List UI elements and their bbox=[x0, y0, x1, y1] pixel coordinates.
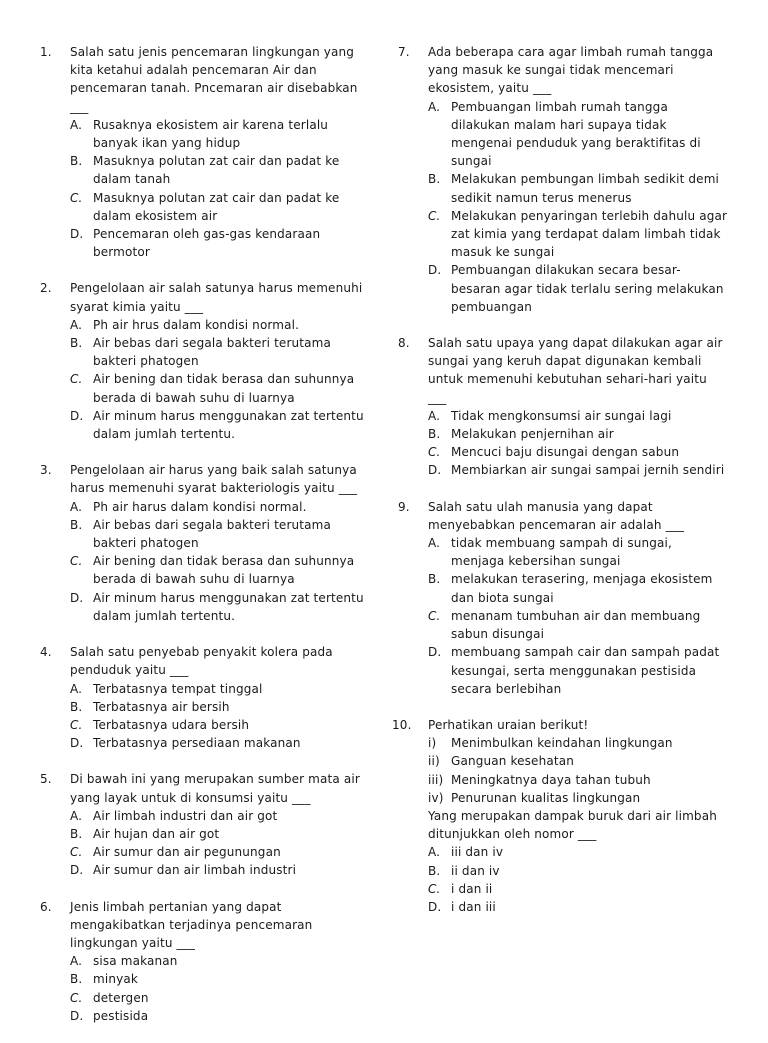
option-a[interactable] bbox=[428, 843, 728, 861]
option-text: Pembuangan limbah rumah tangga dilakukan malam hari supaya tidak mengenai penduduk yang beraktifitas di sungai bbox=[451, 99, 701, 169]
question-text: Salah satu jenis pencemaran lingkungan yang kita ketahui adalah pencemaran Air dan pencemaran tanah. Pncemaran air disebabkan ___ bbox=[70, 45, 358, 114]
question-number: 9. bbox=[398, 499, 410, 514]
option-text: Air hujan dan air got bbox=[93, 826, 220, 841]
options-list bbox=[70, 498, 370, 625]
option-d[interactable] bbox=[428, 461, 728, 479]
question-9 bbox=[398, 498, 728, 698]
option-text: iii dan iv bbox=[451, 845, 504, 860]
option-text: Air sumur dan air pegunungan bbox=[93, 845, 281, 860]
option-text: Air sumur dan air limbah industri bbox=[93, 863, 297, 878]
option-c[interactable] bbox=[70, 189, 370, 225]
option-c[interactable] bbox=[428, 207, 728, 262]
options-list bbox=[428, 843, 728, 916]
option-text: i dan iii bbox=[451, 899, 496, 914]
option-a[interactable] bbox=[428, 534, 728, 570]
option-b[interactable] bbox=[70, 698, 370, 716]
statement-number: iii) bbox=[428, 772, 444, 787]
option-letter: B. bbox=[70, 517, 83, 532]
statement-number: iv) bbox=[428, 790, 444, 805]
option-text: Tidak mengkonsumsi air sungai lagi bbox=[451, 408, 672, 423]
option-text: Terbatasnya persediaan makanan bbox=[93, 736, 301, 751]
question-text: Pengelolaan air harus yang baik salah satunya harus memenuhi syarat bakteriologis yaitu ___ bbox=[70, 463, 358, 496]
question-number: 2. bbox=[40, 281, 52, 296]
question-3 bbox=[40, 461, 370, 625]
question-prompt: Yang merupakan dampak buruk dari air limbah ditunjukkan oleh nomor ___ bbox=[428, 808, 717, 842]
option-letter: B. bbox=[70, 826, 83, 841]
statement-number: i) bbox=[428, 736, 437, 751]
option-text: minyak bbox=[93, 972, 138, 987]
option-letter: C. bbox=[428, 608, 441, 623]
option-letter: B. bbox=[70, 336, 83, 351]
option-text: menanam tumbuhan air dan membuang sabun disungai bbox=[451, 608, 701, 642]
question-number: 10. bbox=[392, 717, 412, 732]
option-a[interactable] bbox=[70, 498, 370, 516]
option-b[interactable] bbox=[428, 570, 728, 606]
question-text: Perhatikan uraian berikut! bbox=[428, 717, 589, 732]
option-text: pestisida bbox=[93, 1008, 149, 1023]
statement-text: Ganguan kesehatan bbox=[451, 754, 574, 769]
option-letter: B. bbox=[428, 172, 441, 187]
option-text: Pembuangan dilakukan secara besar-besaran agar tidak terlalu sering melakukan pembuangan bbox=[451, 263, 724, 314]
options-list bbox=[70, 316, 370, 443]
question-number: 7. bbox=[398, 45, 410, 59]
option-d[interactable] bbox=[428, 261, 728, 316]
option-b[interactable] bbox=[70, 825, 370, 843]
option-text: tidak membuang sampah di sungai, menjaga kebersihan sungai bbox=[451, 536, 672, 569]
statement-item bbox=[428, 752, 728, 770]
option-letter: D. bbox=[428, 899, 442, 914]
option-letter: A. bbox=[428, 99, 441, 114]
option-letter: B. bbox=[428, 572, 441, 587]
option-b[interactable] bbox=[428, 170, 728, 206]
option-letter: A. bbox=[428, 408, 441, 423]
question-6 bbox=[40, 898, 370, 1025]
option-c[interactable] bbox=[428, 880, 728, 898]
option-text: Melakukan penyaringan terlebih dahulu agar zat kimia yang terdapat dalam limbah tidak masuk ke sungai bbox=[451, 208, 728, 260]
option-letter: C. bbox=[70, 717, 83, 732]
option-text: Air bebas dari segala bakteri terutama bakteri phatogen bbox=[93, 517, 332, 551]
option-b[interactable] bbox=[70, 334, 370, 370]
option-text: Masuknya polutan zat cair dan padat ke dalam tanah bbox=[93, 154, 340, 187]
option-b[interactable] bbox=[70, 152, 370, 188]
question-text: Ada beberapa cara agar limbah rumah tangga yang masuk ke sungai tidak mencemari ekosistem, yaitu ___ bbox=[428, 45, 714, 96]
option-letter: C. bbox=[428, 208, 441, 223]
option-d[interactable] bbox=[70, 1007, 370, 1025]
option-letter: C. bbox=[70, 845, 83, 860]
option-b[interactable] bbox=[428, 862, 728, 880]
question-text: Di bawah ini yang merupakan sumber mata air yang layak untuk di konsumsi yaitu ___ bbox=[70, 772, 360, 805]
option-text: Air bening dan tidak berasa dan suhunnya berada di bawah suhu di luarnya bbox=[93, 554, 355, 587]
option-letter: B. bbox=[428, 427, 441, 442]
option-letter: A. bbox=[70, 954, 83, 969]
question-1 bbox=[40, 43, 370, 261]
option-letter: D. bbox=[428, 263, 442, 278]
option-d[interactable] bbox=[70, 734, 370, 752]
option-text: sisa makanan bbox=[93, 954, 178, 969]
option-a[interactable] bbox=[70, 316, 370, 334]
option-a[interactable] bbox=[70, 952, 370, 970]
option-letter: D. bbox=[70, 408, 84, 423]
option-text: Terbatasnya udara bersih bbox=[93, 717, 250, 732]
option-text: Masuknya polutan zat cair dan padat ke dalam ekosistem air bbox=[93, 190, 340, 223]
statement-text: Meningkatnya daya tahan tubuh bbox=[451, 772, 651, 787]
option-c[interactable] bbox=[70, 989, 370, 1007]
options-list bbox=[70, 952, 370, 1025]
option-c[interactable] bbox=[70, 843, 370, 861]
option-text: Melakukan pembungan limbah sedikit demi sedikit namun terus menerus bbox=[451, 172, 720, 205]
option-text: membuang sampah cair dan sampah padat kesungai, serta menggunakan pestisida secara berlebihan bbox=[451, 645, 720, 696]
statement-item bbox=[428, 789, 728, 807]
option-text: Air minum harus menggunakan zat tertentu dalam jumlah tertentu. bbox=[93, 408, 364, 442]
option-letter: D. bbox=[70, 1008, 84, 1023]
question-number: 5. bbox=[40, 772, 52, 787]
option-letter: A. bbox=[70, 117, 83, 132]
option-a[interactable] bbox=[70, 680, 370, 698]
option-letter: D. bbox=[70, 863, 84, 878]
option-letter: C. bbox=[70, 372, 83, 387]
option-text: ii dan iv bbox=[451, 863, 500, 878]
question-number: 3. bbox=[40, 463, 52, 478]
question-8 bbox=[398, 334, 728, 480]
option-d[interactable] bbox=[70, 589, 370, 625]
option-text: Air limbah industri dan air got bbox=[93, 808, 278, 823]
option-b[interactable] bbox=[70, 970, 370, 988]
option-text: Membiarkan air sungai sampai jernih sendiri bbox=[451, 463, 725, 478]
options-list bbox=[70, 680, 370, 753]
option-d[interactable] bbox=[70, 861, 370, 879]
options-list bbox=[70, 116, 370, 262]
option-letter: A. bbox=[70, 808, 83, 823]
question-number: 1. bbox=[40, 45, 52, 59]
option-letter: A. bbox=[428, 536, 441, 551]
right-column bbox=[392, 43, 728, 934]
option-letter: D. bbox=[70, 736, 84, 751]
option-c[interactable] bbox=[428, 607, 728, 643]
statement-item bbox=[428, 771, 728, 789]
option-a[interactable] bbox=[70, 116, 370, 152]
question-text: Salah satu upaya yang dapat dilakukan agar air sungai yang keruh dapat digunakan kembali untuk memenuhi kebutuhan sehari-hari yaitu ___ bbox=[428, 336, 723, 405]
option-d[interactable] bbox=[70, 225, 370, 261]
question-text: Pengelolaan air salah satunya harus memenuhi syarat kimia yaitu ___ bbox=[70, 281, 363, 314]
question-text: Jenis limbah pertanian yang dapat mengakibatkan terjadinya pencemaran lingkungan yaitu ___ bbox=[70, 899, 313, 950]
option-b[interactable] bbox=[70, 516, 370, 552]
option-c[interactable] bbox=[70, 552, 370, 588]
options-list bbox=[428, 407, 728, 480]
option-text: Air bebas dari segala bakteri terutama bakteri phatogen bbox=[93, 336, 332, 369]
question-text: Salah satu penyebab penyakit kolera pada penduduk yaitu ___ bbox=[70, 645, 333, 678]
option-text: Pencemaran oleh gas-gas kendaraan bermotor bbox=[93, 227, 321, 260]
option-d[interactable] bbox=[428, 643, 728, 698]
option-c[interactable] bbox=[428, 443, 728, 461]
question-number: 8. bbox=[398, 336, 410, 351]
options-list bbox=[428, 98, 728, 316]
statement-item bbox=[428, 734, 728, 752]
left-column bbox=[40, 43, 370, 1043]
option-letter: A. bbox=[70, 499, 83, 514]
option-a[interactable] bbox=[428, 98, 728, 171]
statement-text: Penurunan kualitas lingkungan bbox=[451, 790, 641, 805]
option-b[interactable] bbox=[428, 425, 728, 443]
option-text: Terbatasnya tempat tinggal bbox=[93, 681, 263, 696]
option-letter: C. bbox=[428, 445, 441, 460]
option-text: Air minum harus menggunakan zat tertentu dalam jumlah tertentu. bbox=[93, 590, 364, 623]
statement-text: Menimbulkan keindahan lingkungan bbox=[451, 736, 673, 751]
option-text: Ph air hrus dalam kondisi normal. bbox=[93, 317, 300, 332]
option-letter: C. bbox=[70, 990, 83, 1005]
option-letter: B. bbox=[70, 972, 83, 987]
option-letter: C. bbox=[70, 190, 83, 205]
option-letter: B. bbox=[70, 699, 83, 714]
statement-number: ii) bbox=[428, 754, 440, 769]
option-letter: D. bbox=[428, 463, 442, 478]
option-text: Melakukan penjernihan air bbox=[451, 427, 614, 442]
statement-list bbox=[428, 734, 728, 807]
option-d[interactable] bbox=[428, 898, 728, 916]
option-letter: A. bbox=[428, 845, 441, 860]
question-7 bbox=[398, 43, 728, 316]
option-letter: D. bbox=[70, 590, 84, 605]
option-a[interactable] bbox=[70, 807, 370, 825]
option-text: melakukan terasering, menjaga ekosistem dan biota sungai bbox=[451, 572, 713, 605]
question-5 bbox=[40, 770, 370, 879]
option-text: Ph air harus dalam kondisi normal. bbox=[93, 499, 307, 514]
question-4 bbox=[40, 643, 370, 752]
question-number: 6. bbox=[40, 899, 52, 914]
question-number: 4. bbox=[40, 645, 52, 660]
option-letter: D. bbox=[428, 645, 442, 660]
question-10 bbox=[392, 716, 728, 916]
question-text: Salah satu ulah manusia yang dapat menyebabkan pencemaran air adalah ___ bbox=[428, 499, 685, 532]
option-letter: B. bbox=[70, 154, 83, 169]
option-c[interactable] bbox=[70, 370, 370, 406]
option-text: Rusaknya ekosistem air karena terlalu banyak ikan yang hidup bbox=[93, 117, 329, 151]
option-c[interactable] bbox=[70, 716, 370, 734]
option-letter: B. bbox=[428, 863, 441, 878]
option-text: detergen bbox=[93, 990, 149, 1005]
option-text: Mencuci baju disungai dengan sabun bbox=[451, 445, 680, 460]
option-text: i dan ii bbox=[451, 881, 493, 896]
question-2 bbox=[40, 279, 370, 443]
option-letter: A. bbox=[70, 317, 83, 332]
option-letter: C. bbox=[428, 881, 441, 896]
option-letter: D. bbox=[70, 227, 84, 242]
options-list bbox=[70, 807, 370, 880]
option-text: Terbatasnya air bersih bbox=[93, 699, 230, 714]
option-letter: C. bbox=[70, 554, 83, 569]
option-a[interactable] bbox=[428, 407, 728, 425]
option-letter: A. bbox=[70, 681, 83, 696]
option-text: Air bening dan tidak berasa dan suhunnya berada di bawah suhu di luarnya bbox=[93, 372, 355, 405]
option-d[interactable] bbox=[70, 407, 370, 443]
options-list bbox=[428, 534, 728, 698]
